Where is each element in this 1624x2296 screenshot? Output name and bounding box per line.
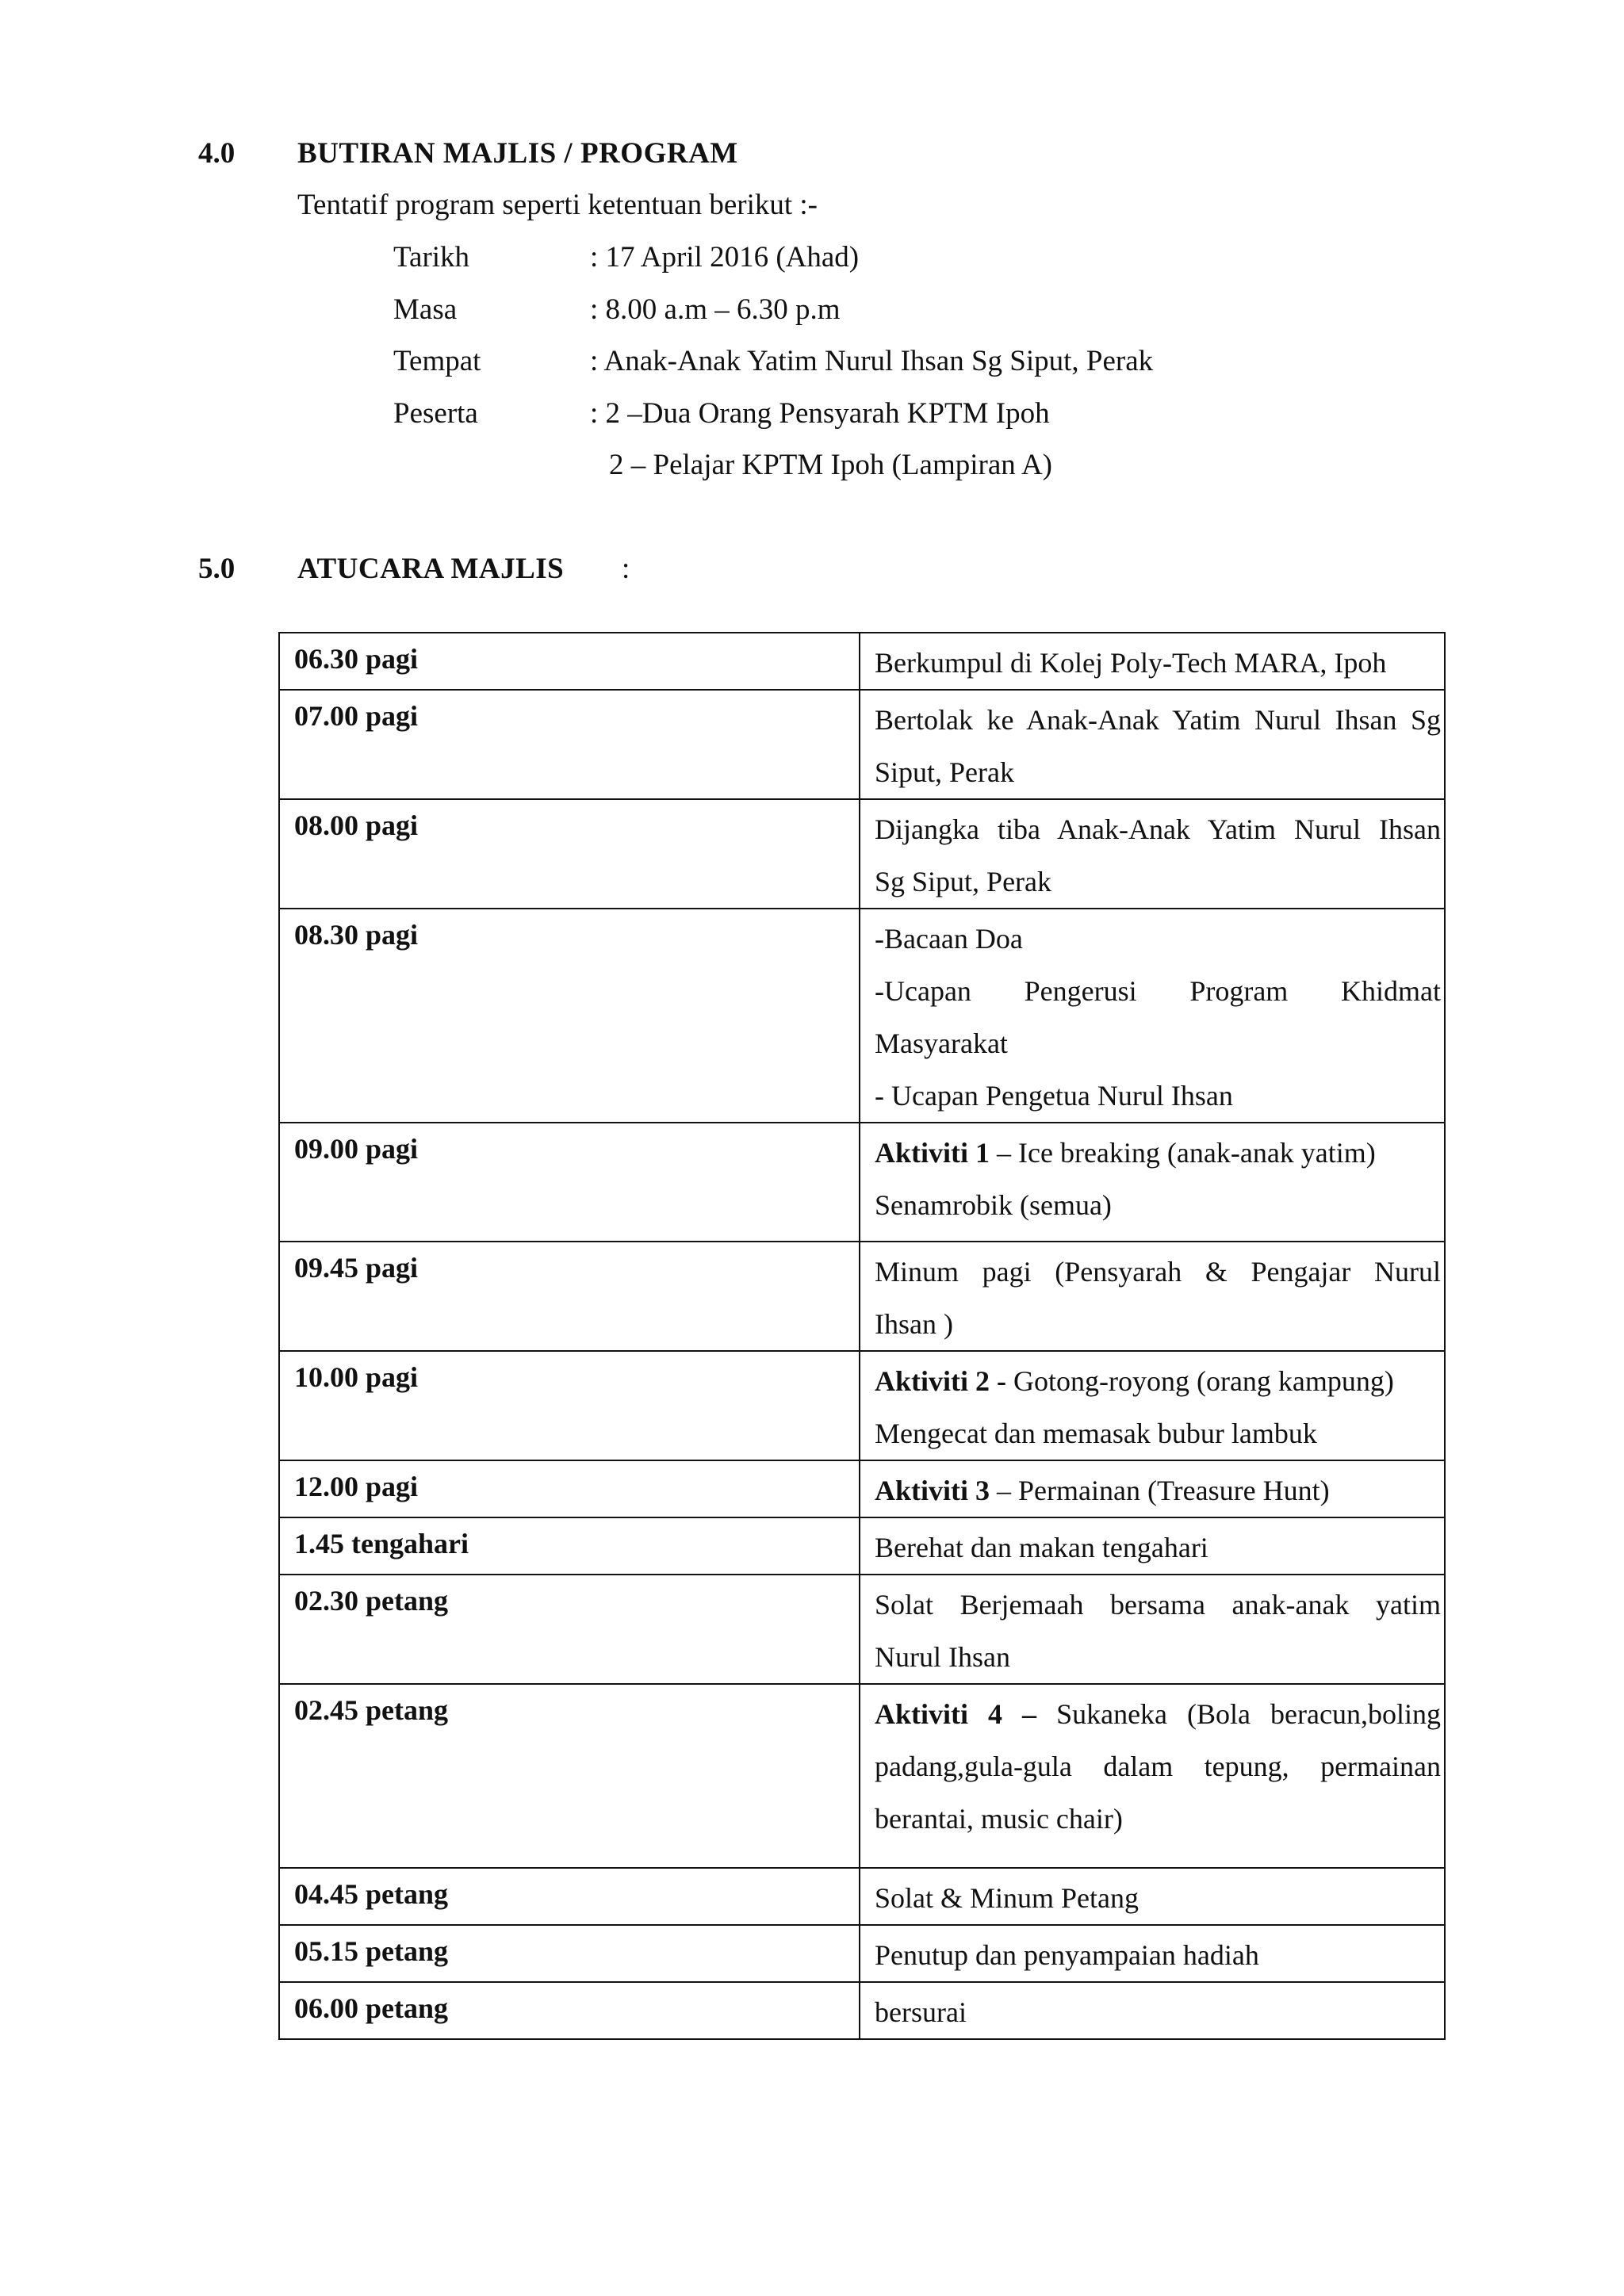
description-cell bbox=[860, 1684, 1445, 1868]
detail-label: Tarikh bbox=[393, 241, 470, 274]
time-cell bbox=[279, 1351, 860, 1460]
activity-label: Aktiviti 1 bbox=[875, 1137, 990, 1169]
time-text: 10.00 pagi bbox=[294, 1361, 419, 1393]
description-line: Solat Berjemaah bersama anak-anak yatim bbox=[875, 1589, 1441, 1621]
table-row bbox=[279, 1123, 1445, 1242]
section-5-number: 5.0 bbox=[198, 553, 236, 585]
table-row bbox=[279, 1351, 1445, 1460]
table-row bbox=[279, 799, 1445, 909]
description-line: Minum pagi (Pensyarah & Pengajar Nurul bbox=[875, 1256, 1441, 1288]
table-row bbox=[279, 1460, 1445, 1517]
time-text: 05.15 petang bbox=[294, 1935, 449, 1967]
detail-value: : 17 April 2016 (Ahad) bbox=[590, 241, 860, 274]
detail-label: Tempat bbox=[393, 345, 481, 377]
detail-peserta-continuation: 2 – Pelajar KPTM Ipoh (Lampiran A) bbox=[609, 449, 1052, 481]
description-cell bbox=[860, 1575, 1445, 1684]
description-cell bbox=[860, 1460, 1445, 1517]
time-cell bbox=[279, 1982, 860, 2039]
time-text: 08.00 pagi bbox=[294, 809, 419, 841]
table-row bbox=[279, 1242, 1445, 1351]
time-cell bbox=[279, 690, 860, 799]
description-line: bersurai bbox=[875, 1996, 967, 2028]
detail-label: Masa bbox=[393, 293, 458, 326]
description-line: Sukaneka (Bola beracun,boling bbox=[1056, 1698, 1441, 1730]
activity-label: Aktiviti 3 bbox=[875, 1475, 990, 1506]
time-text: 02.45 petang bbox=[294, 1694, 449, 1726]
description-line: Gotong-royong (orang kampung) bbox=[1013, 1365, 1394, 1397]
description-cell bbox=[860, 1925, 1445, 1982]
detail-value: : Anak-Anak Yatim Nurul Ihsan Sg Siput, Perak bbox=[590, 345, 1154, 377]
time-cell bbox=[279, 1517, 860, 1575]
description-line: padang,gula-gula dalam tepung, permainan bbox=[875, 1751, 1441, 1782]
time-text: 12.00 pagi bbox=[294, 1471, 419, 1502]
description-line: Masyarakat bbox=[875, 1027, 1008, 1059]
time-text: 1.45 tengahari bbox=[294, 1528, 469, 1559]
description-line: Berehat dan makan tengahari bbox=[875, 1532, 1208, 1563]
description-line: – Ice breaking (anak-anak yatim) bbox=[997, 1137, 1376, 1169]
time-text: 06.30 pagi bbox=[294, 643, 419, 675]
time-cell bbox=[279, 909, 860, 1123]
description-line: – Permainan (Treasure Hunt) bbox=[997, 1475, 1330, 1506]
table-row bbox=[279, 1925, 1445, 1982]
table-row bbox=[279, 1868, 1445, 1925]
table-row bbox=[279, 1982, 1445, 2039]
description-line: Berkumpul di Kolej Poly-Tech MARA, Ipoh bbox=[875, 647, 1387, 679]
time-cell bbox=[279, 799, 860, 909]
description-line: -Bacaan Doa bbox=[875, 923, 1023, 955]
description-line: -Ucapan Pengerusi Program Khidmat bbox=[875, 975, 1441, 1007]
description-line: berantai, music chair) bbox=[875, 1803, 1123, 1835]
description-cell bbox=[860, 1242, 1445, 1351]
time-text: 06.00 petang bbox=[294, 1992, 449, 2024]
time-text: 09.45 pagi bbox=[294, 1252, 419, 1284]
table-row bbox=[279, 1575, 1445, 1684]
time-text: 07.00 pagi bbox=[294, 700, 419, 732]
activity-label: Aktiviti 4 – bbox=[875, 1698, 1037, 1730]
section-4-title: BUTIRAN MAJLIS / PROGRAM bbox=[297, 137, 738, 170]
section-4-intro: Tentatif program seperti ketentuan berikut :- bbox=[297, 189, 818, 221]
detail-value: : 8.00 a.m – 6.30 p.m bbox=[590, 293, 841, 326]
description-cell bbox=[860, 909, 1445, 1123]
time-cell bbox=[279, 633, 860, 690]
time-text: 02.30 petang bbox=[294, 1585, 449, 1617]
activity-label: Aktiviti 2 - bbox=[875, 1365, 1006, 1397]
detail-label: Peserta bbox=[393, 397, 478, 430]
time-cell bbox=[279, 1242, 860, 1351]
time-cell bbox=[279, 1123, 860, 1242]
description-line: Solat & Minum Petang bbox=[875, 1882, 1139, 1914]
section-5-title: ATUCARA MAJLIS bbox=[297, 553, 565, 585]
description-line: Sg Siput, Perak bbox=[875, 866, 1052, 897]
description-cell bbox=[860, 799, 1445, 909]
description-line: Penutup dan penyampaian hadiah bbox=[875, 1939, 1259, 1971]
description-cell bbox=[860, 690, 1445, 799]
table-row bbox=[279, 909, 1445, 1123]
detail-value: : 2 –Dua Orang Pensyarah KPTM Ipoh bbox=[590, 397, 1050, 430]
description-line: Bertolak ke Anak-Anak Yatim Nurul Ihsan Sg bbox=[875, 704, 1441, 736]
time-text: 04.45 petang bbox=[294, 1878, 449, 1910]
description-line: Dijangka tiba Anak-Anak Yatim Nurul Ihsan bbox=[875, 813, 1441, 845]
table-row bbox=[279, 690, 1445, 799]
time-text: 08.30 pagi bbox=[294, 919, 419, 951]
time-cell bbox=[279, 1868, 860, 1925]
time-text: 09.00 pagi bbox=[294, 1133, 419, 1165]
schedule-table bbox=[278, 632, 1446, 2040]
description-cell bbox=[860, 1868, 1445, 1925]
table-row bbox=[279, 1684, 1445, 1868]
description-line: Ihsan ) bbox=[875, 1308, 953, 1340]
time-cell bbox=[279, 1684, 860, 1868]
description-line: Nurul Ihsan bbox=[875, 1641, 1010, 1673]
description-cell bbox=[860, 633, 1445, 690]
description-line: Siput, Perak bbox=[875, 756, 1014, 788]
section-4-number: 4.0 bbox=[198, 137, 236, 170]
description-cell bbox=[860, 1123, 1445, 1242]
description-cell bbox=[860, 1982, 1445, 2039]
description-cell bbox=[860, 1517, 1445, 1575]
time-cell bbox=[279, 1925, 860, 1982]
description-line: - Ucapan Pengetua Nurul Ihsan bbox=[875, 1080, 1233, 1112]
time-cell bbox=[279, 1460, 860, 1517]
section-5-colon: : bbox=[622, 553, 630, 585]
description-line: Mengecat dan memasak bubur lambuk bbox=[875, 1418, 1317, 1449]
time-cell bbox=[279, 1575, 860, 1684]
table-row bbox=[279, 1517, 1445, 1575]
table-row bbox=[279, 633, 1445, 690]
description-cell bbox=[860, 1351, 1445, 1460]
description-line: Senamrobik (semua) bbox=[875, 1189, 1112, 1221]
